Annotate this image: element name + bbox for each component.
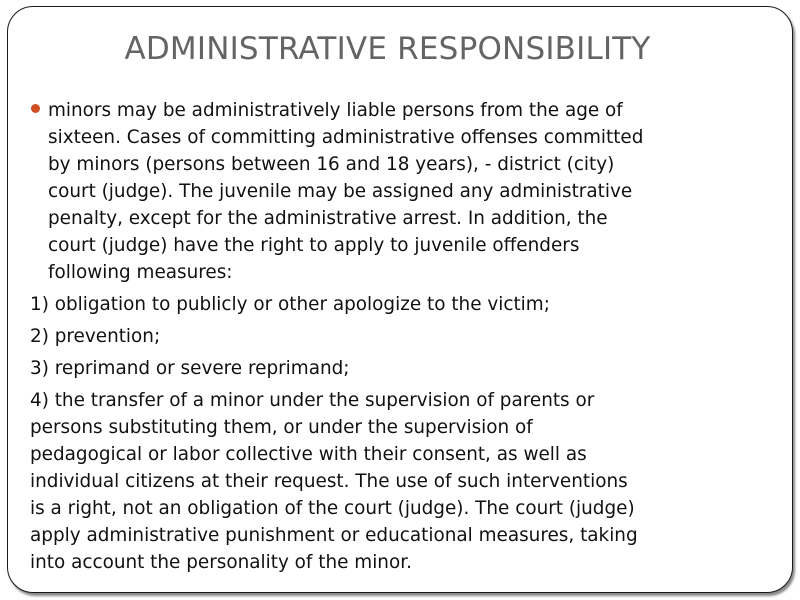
text-line: individual citizens at their request. The use of such interventions [30,471,628,492]
measure-item-2 [30,323,800,350]
intro-paragraph [30,97,800,286]
text-line: penalty, except for the administrative arrest. In addition, the [48,208,608,229]
text-line: 4) the transfer of a minor under the supervision of parents or [30,390,595,411]
text-line: pedagogical or labor collective with their consent, as well as [30,444,587,465]
text-line: by minors (persons between 16 and 18 years), - district (city) [48,154,615,175]
slide-title: ADMINISTRATIVE RESPONSIBILITY [124,31,651,67]
measure-item-1 [30,291,800,318]
measure-item-4 [30,387,800,576]
text-line: court (judge). The juvenile may be assigned any administrative [48,181,633,202]
text-line: court (judge) have the right to apply to juvenile offenders [48,235,580,256]
text-line: minors may be administratively liable persons from the age of [48,100,623,121]
text-line: persons substituting them, or under the supervision of [30,417,533,438]
text-line: into account the personality of the minor. [30,552,412,573]
bullet-icon [31,104,40,113]
text-line: following measures: [48,262,233,283]
text-line: 2) prevention; [30,326,161,347]
text-line: 3) reprimand or severe reprimand; [30,358,350,379]
slide-body [30,97,800,576]
text-line: sixteen. Cases of committing administrative offenses committed [48,127,644,148]
text-line: apply administrative punishment or educational measures, taking [30,525,638,546]
measure-item-3 [30,355,800,382]
text-line: is a right, not an obligation of the court (judge). The court (judge) [30,498,635,519]
text-line: 1) obligation to publicly or other apologize to the victim; [30,294,550,315]
